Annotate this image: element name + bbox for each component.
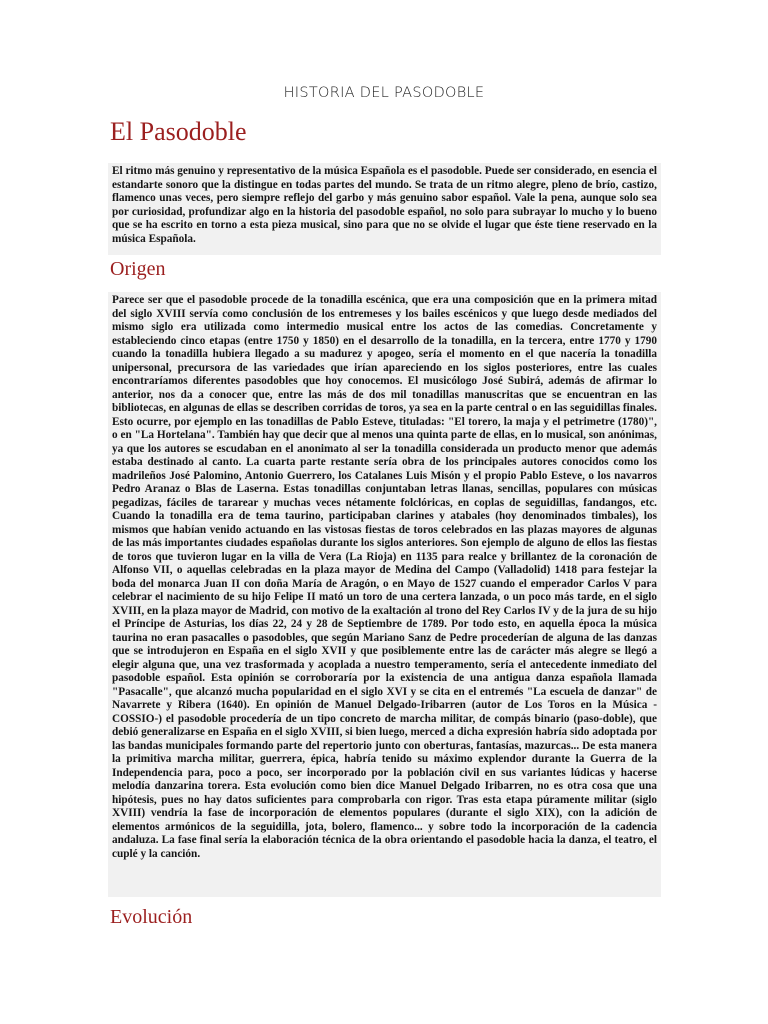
- section-heading-origen: Origen: [110, 258, 166, 280]
- intro-paragraph: El ritmo más genuino y representativo de la música Española es el pasodoble. Puede ser considerado, en esencia el estandarte sonoro que la distingue en todas partes del mundo. Se trata de un ritmo alegre, pleno de brío, castizo, flamenco unas veces, pero siempre reflejo del garbo y más genuino sabor español. Vale la pena, aunque solo sea por curiosidad, profundizar algo en la historia del pasodoble español, no solo para subrayar lo mucho y lo bueno que se ha escrito en torno a esta pieza musical, sino para que no se olvide el lugar que éste tiene reservado en la música Española.: [108, 163, 661, 255]
- main-heading: El Pasodoble: [110, 117, 247, 146]
- origen-paragraph: Parece ser que el pasodoble procede de la tonadilla escénica, que era una composición que en la primera mitad del siglo XVIII servía como conclusión de los entremeses y los bailes escénicos y que luego desde mediados del mismo siglo era utilizada como intermedio musical entre los actos de las comedias. Concretamente y estableciendo cinco etapas (entre 1750 y 1850) en el desarrollo de la tonadilla, en la tercera, entre 1770 y 1790 cuando la tonadilla hubiera llegado a su madurez y apogeo, sería el momento en el que nacería la tonadilla unipersonal, precursora de las variedades que irían apareciendo en los siglos posteriores, entre las cuales encontraríamos diferentes pasodobles que hoy conocemos. El musicólogo José Subirá, además de afirmar lo anterior, nos da a conocer que, entre las más de dos mil tonadillas manuscritas que se encuentran en las bibliotecas, en algunas de ellas se describen corridas de toros, ya sea en la parte central o en las seguidillas finales. Esto ocurre, por ejemplo en las tonadillas de Pablo Esteve, tituladas: "El torero, la maja y el petrimetre (1780)", o en "La Hortelana". También hay que decir que al menos una quinta parte de ellas, en lo musical, son anónimas, ya que los autores se escudaban en el anonimato al ser la tonadilla considerada un producto menor que además estaba destinado al canto. La cuarta parte restante sería obra de los principales autores conocidos como los madrileños José Palomino, Antonio Guerrero, los Catalanes Luis Misón y el propio Pablo Esteve, o los navarros Pedro Aranaz o Blas de Laserna. Estas tonadillas conjuntaban letras llanas, sencillas, populares con músicas pegadizas, fáciles de tararear y muchas veces nétamente folclóricas, en coplas de seguidillas, fandangos, etc. Cuando la tonadilla era de tema taurino, participaban clarines y atabales (hoy denominados timbales), los mismos que habían venido actuando en las vistosas fiestas de toros celebrados en las plazas mayores de algunas de las más importantes ciudades españolas durante los siglos anteriores. Son ejemplo de alguno de ellos las fiestas de toros que tuvieron lugar en la villa de Vera (La Rioja) en 1135 para realce y brillantez de la coronación de Alfonso VII, o aquellas celebradas en la plaza mayor de Medina del Campo (Valladolid) 1418 para festejar la boda del monarca Juan II con doña María de Aragón, o en Mayo de 1527 cuando el emperador Carlos V para celebrar el nacimiento de su hijo Felipe II mató un toro de una certera lanzada, o un poco más tarde, en el siglo XVIII, en la plaza mayor de Madrid, con motivo de la exaltación al trono del Rey Carlos IV y de la jura de su hijo el Príncipe de Asturias, los días 22, 24 y 28 de Septiembre de 1789. Por todo esto, en aquella época la música taurina no eran pasacalles o pasodobles, que según Mariano Sanz de Pedre procederían de alguna de las danzas que se introdujeron en España en el siglo XVII y que posiblemente entre las de carácter más alegre se llegó a elegir alguna que, una vez trasformada y acoplada a nuestro temperamento, sería el antecedente inmediato del pasodoble español. Esta opinión se corroboraría por la existencia de una antigua danza española llamada "Pasacalle", que alcanzó mucha popularidad en el siglo XVI y se cita en el entremés "La escuela de danzar" de Navarrete y Ribera (1640). En opinión de Manuel Delgado-Iribarren (autor de Los Toros en la Música - COSSIO-) el pasodoble procedería de un tipo concreto de marcha militar, de compás binario (paso-doble), que debió generalizarse en España en el siglo XVIII, si bien luego, merced a dicha expresión habría sido adoptada por las bandas municipales formando parte del repertorio junto con oberturas, fantasías, mazurcas... De esta manera la primitiva marcha militar, guerrera, épica, habría tenido su máximo explendor durante la Guerra de la Independencia para, poco a poco, ser incorporado por la población civil en sus variantes lúdicas y hacerse melodía danzarina torera. Esta evolución como bien dice Manuel Delgado Iribarren, no es otra cosa que una hipótesis, pues no hay datos suficientes para comprobarla con rigor. Tras esta etapa púramente militar (siglo XVIII) vendría la fase de incorporación de elementos populares (durante el siglo XIX), con la adición de elementos armónicos de la seguidilla, jota, bolero, flamenco... y sobre todo la incorporación de la cadencia andaluza. La fase final sería la elaboración técnica de la obra orientando el pasodoble hacia la danza, el teatro, el cuplé y la canción.: [108, 292, 661, 897]
- document-title: HISTORIA DEL PASODOBLE: [283, 85, 485, 101]
- section-heading-evolucion: Evolución: [110, 906, 193, 928]
